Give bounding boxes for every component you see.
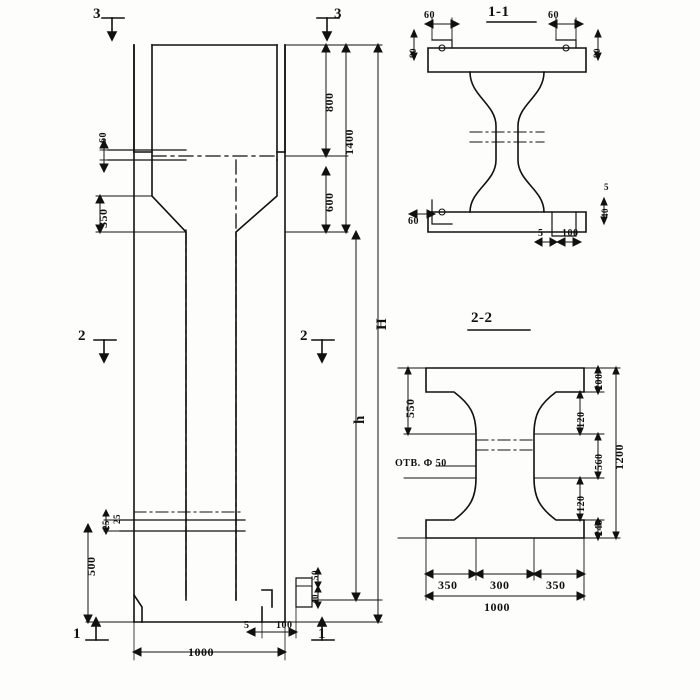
- dim-2-2-300: 300: [490, 578, 510, 592]
- section-mark-2-right: 2: [300, 328, 308, 344]
- dim-1000-bottom: 1000: [188, 645, 214, 659]
- dim-1-1-60-right: 60: [548, 10, 559, 21]
- dim-1-1-80-left: 80: [408, 48, 418, 58]
- section-mark-3-left: 3: [93, 6, 101, 22]
- dim-600: 600: [322, 192, 336, 212]
- section-title-1-1: 1-1: [488, 4, 510, 20]
- section-title-2-2: 2-2: [471, 310, 493, 326]
- section-mark-1-right: 1: [318, 626, 326, 642]
- dim-800: 800: [322, 92, 336, 112]
- dim-100-bottom: 100: [276, 620, 293, 631]
- dim-2-2-240: 240: [594, 519, 605, 536]
- dim-1-1-5-right: 5: [604, 182, 609, 192]
- dim-2-2-1000: 1000: [484, 600, 510, 614]
- dim-h: h: [352, 415, 368, 424]
- dim-2-2-1200: 1200: [612, 444, 626, 470]
- note-hole-50: ОТВ. Ф 50: [395, 458, 447, 469]
- dim-500-left: 500: [84, 556, 98, 576]
- dim-2-2-350-right: 350: [546, 578, 566, 592]
- dim-350-left: 350: [96, 208, 110, 228]
- section-mark-3-right: 3: [334, 6, 342, 22]
- dim-2-2-550: 550: [403, 398, 417, 418]
- dim-1400: 1400: [342, 129, 356, 155]
- dim-2-2-120-bot: 120: [576, 495, 587, 512]
- dim-2-2-560: 560: [594, 453, 605, 470]
- dim-1-1-80-right: 80: [592, 48, 602, 58]
- dim-1-1-100-bottom: 100: [562, 228, 579, 239]
- dim-25-b: 25: [112, 514, 122, 524]
- dim-50-plate: 50: [310, 570, 320, 580]
- dim-1-1-40-right: 40: [600, 208, 610, 218]
- dim-5-bottom: 5: [244, 620, 250, 631]
- dim-2-2-120-top: 120: [576, 411, 587, 428]
- dim-H: H: [374, 317, 390, 330]
- dim-25-a: 25: [101, 520, 111, 530]
- section-mark-1-left: 1: [73, 626, 81, 642]
- dim-60-upper: 60: [98, 132, 109, 143]
- dim-2-2-350-left: 350: [438, 578, 458, 592]
- dim-1-1-60-left: 60: [424, 10, 435, 21]
- section-mark-2-left: 2: [78, 328, 86, 344]
- dim-1-1-5-bottom: 5: [538, 228, 544, 239]
- dim-40-plate: 40: [310, 594, 320, 604]
- dim-1-1-60-bottom: 60: [408, 216, 419, 227]
- dim-2-2-200: 200: [594, 373, 605, 390]
